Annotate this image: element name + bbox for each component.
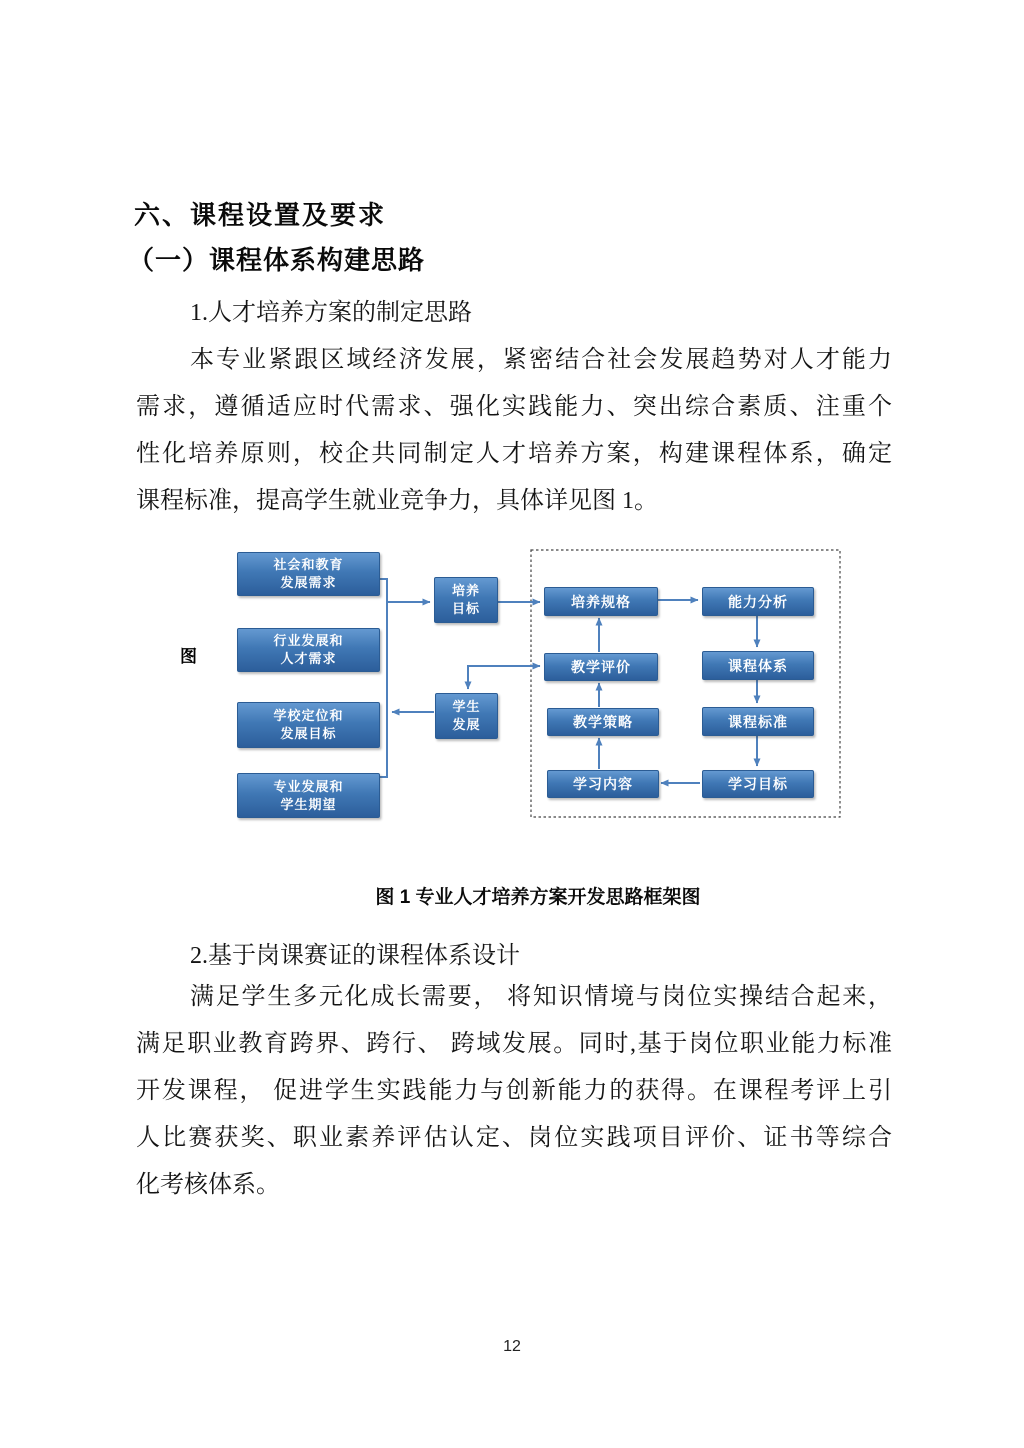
figure-anchor-label: 图 (180, 647, 197, 666)
flow-box-learning-goals: 学习目标 (702, 770, 814, 798)
flow-box-training-specs: 培养规格 (544, 587, 658, 616)
subsection-heading: （一）课程体系构建思路 (128, 245, 426, 275)
page-number: 12 (503, 1338, 521, 1355)
paragraph2-line: 满足职业教育跨界、跨行、 跨域发展。同时,基于岗位职业能力标准 (136, 1031, 892, 1057)
flow-box-industry-talent-needs: 行业发展和 人才需求 (237, 628, 380, 672)
flow-box-learning-content: 学习内容 (547, 770, 659, 798)
flow-box-curriculum-standards: 课程标准 (702, 707, 814, 736)
flow-box-student-development: 学生 发展 (435, 693, 498, 739)
flow-box-major-student-expectations: 专业发展和 学生期望 (237, 773, 380, 818)
paragraph2-line: 满足学生多元化成长需要， 将知识情境与岗位实操结合起来， (190, 984, 892, 1010)
flow-box-ability-analysis: 能力分析 (702, 587, 814, 616)
paragraph2-line: 开发课程， 促进学生实践能力与创新能力的获得。在课程考评上引 (136, 1078, 892, 1104)
paragraph2-line: 人比赛获奖、职业素养评估认定、岗位实践项目评价、证书等综合 (136, 1125, 892, 1151)
paragraph1-line: 性化培养原则，校企共同制定人才培养方案，构建课程体系，确定 (136, 441, 892, 467)
flow-box-training-goal: 培养 目标 (434, 577, 498, 623)
section-heading: 六、课程设置及要求 (134, 200, 387, 230)
numbered-item-2: 2.基于岗课赛证的课程体系设计 (190, 943, 520, 969)
paragraph2-line: 化考核体系。 (136, 1172, 280, 1198)
figure-diagram (170, 540, 860, 835)
flow-box-curriculum-system: 课程体系 (702, 651, 814, 680)
paragraph1-line: 课程标准，提高学生就业竞争力，具体详见图 1。 (136, 488, 658, 514)
flow-box-teaching-evaluation: 教学评价 (544, 653, 658, 681)
flow-box-school-position-goals: 学校定位和 发展目标 (237, 702, 380, 748)
flow-box-teaching-strategy: 教学策略 (547, 708, 659, 736)
figure-caption: 图 1 专业人才培养方案开发思路框架图 (375, 887, 701, 908)
flow-box-social-education-needs: 社会和教育 发展需求 (237, 552, 380, 596)
paragraph1-line: 需求，遵循适应时代需求、强化实践能力、突出综合素质、注重个 (136, 394, 892, 420)
paragraph1-line: 本专业紧跟区域经济发展，紧密结合社会发展趋势对人才能力 (190, 347, 892, 373)
numbered-item-1: 1.人才培养方案的制定思路 (190, 300, 472, 326)
